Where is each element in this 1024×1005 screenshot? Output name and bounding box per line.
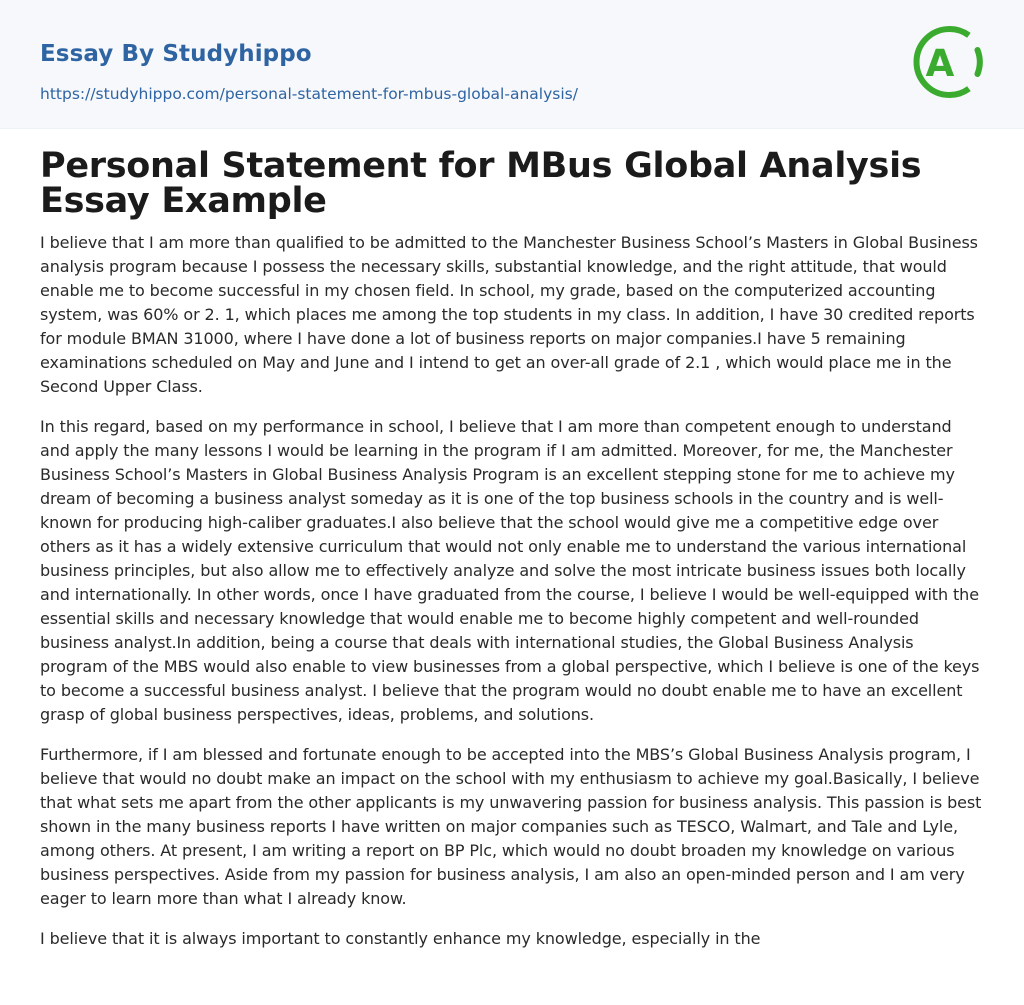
essay-paragraph: I believe that it is always important to constantly enhance my knowledge, especially in the	[40, 929, 761, 948]
article	[0, 129, 1024, 951]
logo-letter: A	[925, 42, 955, 85]
page-title: Personal Statement for MBus Global Analysis Essay Example	[40, 146, 922, 221]
studyhippo-logo-icon[interactable]	[913, 20, 985, 104]
essay-paragraph: Furthermore, if I am blessed and fortunate enough to be accepted into the MBS’s Global Business Analysis program, I believe that would no doubt make an impact on the school with my enthusiasm to achieve my goal.Basically, I believe that what sets me apart from the other applicants is my unwavering passion for business analysis. This passion is best shown in the many business reports I have written on major companies such as TESCO, Walmart, and Tale and Lyle, among others. At present, I am writing a report on BP Plc, which would no doubt broaden my knowledge on various business perspectives. Aside from my passion for business analysis, I am also an open-minded person and I am very eager to learn more than what I already know.	[40, 745, 982, 908]
essay-url-link[interactable]: https://studyhippo.com/personal-statement-for-mbus-global-analysis/	[40, 85, 578, 103]
essay-paragraph: In this regard, based on my performance in school, I believe that I am more than competent enough to understand and apply the many lessons I would be learning in the program if I am admitted. Moreover, for me, the Manchester Business School’s Masters in Global Business Analysis Program is an excellent stepping stone for me to achieve my dream of becoming a business analyst someday as it is one of the top business schools in the country and is well-known for producing high-caliber graduates.I also believe that the school would give me a competitive edge over others as it has a widely extensive curriculum that would not only enable me to understand the various international business principles, but also allow me to effectively analyze and solve the most intricate business issues both locally and internationally. In other words, once I have graduated from the course, I believe I would be well-equipped with the essential skills and necessary knowledge that would enable me to become highly competent and well-rounded business analyst.In addition, being a course that deals with international studies, the Global Business Analysis program of the MBS would also enable to view businesses from a global perspective, which I believe is one of the keys to become a successful business analyst. I believe that the program would no doubt enable me to have an excellent grasp of global business perspectives, ideas, problems, and solutions.	[40, 417, 980, 724]
essay-paragraph: I believe that I am more than qualified to be admitted to the Manchester Business School’s Masters in Global Business analysis program because I possess the necessary skills, substantial knowledge, and the right attitude, that would enable me to become successful in my chosen field. In school, my grade, based on the computerized accounting system, was 60% or 2. 1, which places me among the top students in my class. In addition, I have 30 credited reports for module BMAN 31000, where I have done a lot of business reports on major companies.I have 5 remaining examinations scheduled on May and June and I intend to get an over-all grade of 2.1 , which would place me in the Second Upper Class.	[40, 233, 978, 396]
page-header	[0, 0, 1024, 129]
site-brand[interactable]: Essay By Studyhippo	[40, 41, 312, 67]
